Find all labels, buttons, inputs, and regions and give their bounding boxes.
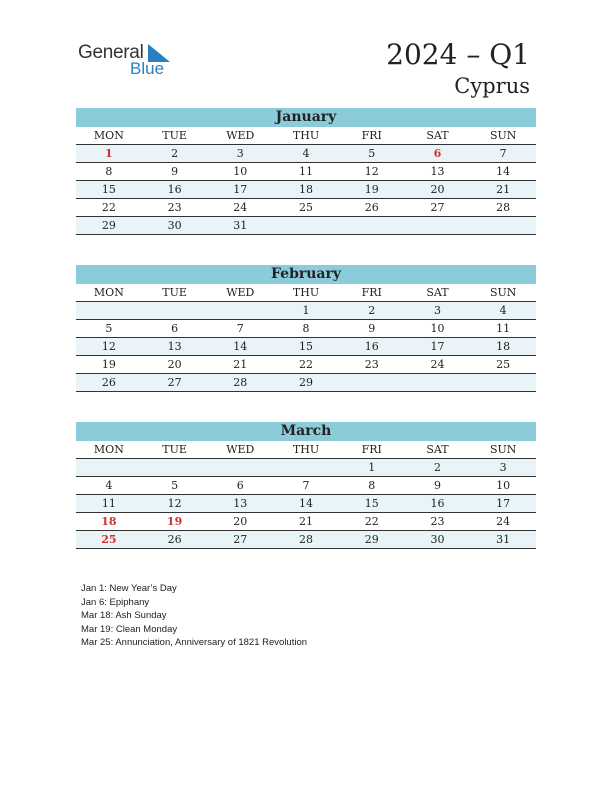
empty-day-cell bbox=[142, 302, 208, 319]
weekday-label: THU bbox=[292, 286, 320, 299]
day-cell: 24 bbox=[496, 515, 511, 528]
day-cell: 15 bbox=[364, 497, 379, 510]
day-cell: 10 bbox=[430, 322, 445, 335]
week-row bbox=[76, 338, 536, 356]
week-row bbox=[76, 181, 536, 199]
day-cell: 21 bbox=[299, 515, 314, 528]
day-cell: 6 bbox=[433, 147, 442, 160]
day-cell: 28 bbox=[496, 201, 511, 214]
day-cell: 25 bbox=[299, 201, 314, 214]
empty-day-cell bbox=[142, 459, 208, 476]
day-cell: 23 bbox=[430, 515, 445, 528]
day-cell: 8 bbox=[368, 479, 376, 492]
day-cell: 28 bbox=[299, 533, 314, 546]
day-cell: 20 bbox=[167, 358, 182, 371]
week-row bbox=[76, 217, 536, 235]
month-name: January bbox=[76, 108, 536, 127]
day-cell: 6 bbox=[171, 322, 179, 335]
empty-day-cell bbox=[470, 374, 536, 391]
day-cell: 22 bbox=[364, 515, 379, 528]
day-cell: 2 bbox=[171, 147, 179, 160]
day-cell: 13 bbox=[167, 340, 182, 353]
day-cell: 17 bbox=[496, 497, 511, 510]
day-cell: 14 bbox=[299, 497, 314, 510]
weekday-label: WED bbox=[226, 443, 255, 456]
empty-day-cell bbox=[76, 302, 142, 319]
month-february bbox=[76, 265, 536, 392]
weekday-label: TUE bbox=[162, 286, 187, 299]
day-cell: 3 bbox=[236, 147, 244, 160]
weekday-label: SAT bbox=[426, 443, 449, 456]
weekday-label: SAT bbox=[426, 129, 449, 142]
month-january bbox=[76, 108, 536, 235]
weekday-header-row bbox=[76, 441, 536, 459]
day-cell: 29 bbox=[364, 533, 379, 546]
day-cell: 3 bbox=[499, 461, 507, 474]
day-cell: 5 bbox=[171, 479, 179, 492]
weekday-label: TUE bbox=[162, 129, 187, 142]
day-cell: 25 bbox=[101, 533, 117, 546]
day-cell: 5 bbox=[105, 322, 113, 335]
day-cell: 18 bbox=[299, 183, 314, 196]
day-cell: 9 bbox=[433, 479, 441, 492]
day-cell: 10 bbox=[233, 165, 248, 178]
day-cell: 14 bbox=[233, 340, 248, 353]
day-cell: 20 bbox=[233, 515, 248, 528]
weekday-label: FRI bbox=[361, 286, 382, 299]
weekday-label: SUN bbox=[489, 443, 517, 456]
day-cell: 1 bbox=[105, 147, 113, 160]
empty-day-cell bbox=[207, 302, 273, 319]
holiday-note: Jan 6: Epiphany bbox=[81, 596, 150, 608]
day-cell: 7 bbox=[236, 322, 244, 335]
day-cell: 28 bbox=[233, 376, 248, 389]
day-cell: 31 bbox=[233, 219, 248, 232]
day-cell: 15 bbox=[299, 340, 314, 353]
weekday-label: WED bbox=[226, 286, 255, 299]
holiday-note: Mar 25: Annunciation, Anniversary of 1821 Revolution bbox=[81, 637, 308, 648]
week-row bbox=[76, 531, 536, 549]
holiday-notes bbox=[81, 582, 307, 650]
holiday-note: Mar 19: Clean Monday bbox=[81, 623, 178, 635]
logo-general-text: General bbox=[78, 42, 144, 63]
country-name: Cyprus bbox=[454, 74, 530, 98]
weekday-label: WED bbox=[226, 129, 255, 142]
weekday-label: SUN bbox=[489, 286, 517, 299]
empty-day-cell bbox=[339, 374, 405, 391]
day-cell: 26 bbox=[364, 201, 379, 214]
day-cell: 6 bbox=[236, 479, 244, 492]
day-cell: 12 bbox=[167, 497, 182, 510]
holiday-note: Mar 18: Ash Sunday bbox=[81, 610, 167, 621]
day-cell: 3 bbox=[433, 304, 441, 317]
month-name: March bbox=[76, 422, 536, 441]
weekday-label: SUN bbox=[489, 129, 517, 142]
week-row bbox=[76, 459, 536, 477]
day-cell: 22 bbox=[101, 201, 116, 214]
day-cell: 5 bbox=[368, 147, 376, 160]
day-cell: 16 bbox=[167, 183, 182, 196]
day-cell: 17 bbox=[430, 340, 445, 353]
day-cell: 2 bbox=[433, 461, 441, 474]
day-cell: 4 bbox=[105, 479, 113, 492]
empty-day-cell bbox=[273, 459, 339, 476]
day-cell: 19 bbox=[101, 358, 116, 371]
empty-day-cell bbox=[405, 217, 471, 234]
day-cell: 27 bbox=[233, 533, 248, 546]
day-cell: 15 bbox=[101, 183, 116, 196]
day-cell: 23 bbox=[364, 358, 379, 371]
day-cell: 20 bbox=[430, 183, 445, 196]
day-cell: 16 bbox=[364, 340, 379, 353]
weekday-label: MON bbox=[93, 286, 124, 299]
day-cell: 18 bbox=[101, 515, 117, 528]
week-row bbox=[76, 302, 536, 320]
day-cell: 30 bbox=[430, 533, 445, 546]
day-cell: 27 bbox=[430, 201, 445, 214]
day-cell: 29 bbox=[299, 376, 314, 389]
day-cell: 11 bbox=[496, 322, 511, 335]
day-cell: 22 bbox=[299, 358, 314, 371]
holiday-note: Jan 1: New Year’s Day bbox=[81, 583, 177, 594]
weekday-header-row bbox=[76, 284, 536, 302]
empty-day-cell bbox=[339, 217, 405, 234]
day-cell: 7 bbox=[302, 479, 310, 492]
day-cell: 26 bbox=[101, 376, 116, 389]
week-row bbox=[76, 145, 536, 163]
day-cell: 29 bbox=[101, 219, 116, 232]
weekday-label: FRI bbox=[361, 129, 382, 142]
month-march bbox=[76, 422, 536, 549]
day-cell: 19 bbox=[364, 183, 379, 196]
weekday-header-row bbox=[76, 127, 536, 145]
day-cell: 17 bbox=[233, 183, 248, 196]
weekday-label: THU bbox=[292, 129, 320, 142]
day-cell: 14 bbox=[496, 165, 511, 178]
day-cell: 11 bbox=[299, 165, 314, 178]
day-cell: 24 bbox=[430, 358, 445, 371]
day-cell: 21 bbox=[233, 358, 248, 371]
day-cell: 12 bbox=[364, 165, 379, 178]
day-cell: 8 bbox=[302, 322, 310, 335]
month-name: February bbox=[76, 265, 536, 284]
day-cell: 16 bbox=[430, 497, 445, 510]
empty-day-cell bbox=[76, 459, 142, 476]
week-row bbox=[76, 495, 536, 513]
week-row bbox=[76, 356, 536, 374]
day-cell: 30 bbox=[167, 219, 182, 232]
day-cell: 31 bbox=[496, 533, 511, 546]
day-cell: 7 bbox=[499, 147, 507, 160]
day-cell: 1 bbox=[368, 461, 376, 474]
week-row bbox=[76, 199, 536, 217]
week-row bbox=[76, 477, 536, 495]
day-cell: 19 bbox=[166, 515, 183, 528]
weekday-label: THU bbox=[292, 443, 320, 456]
day-cell: 2 bbox=[368, 304, 376, 317]
day-cell: 4 bbox=[499, 304, 507, 317]
day-cell: 9 bbox=[368, 322, 376, 335]
week-row bbox=[76, 513, 536, 531]
weekday-label: SAT bbox=[426, 286, 449, 299]
weekday-label: MON bbox=[93, 129, 124, 142]
day-cell: 24 bbox=[233, 201, 248, 214]
day-cell: 13 bbox=[233, 497, 248, 510]
empty-day-cell bbox=[405, 374, 471, 391]
week-row bbox=[76, 374, 536, 392]
weekday-label: FRI bbox=[361, 443, 382, 456]
day-cell: 23 bbox=[167, 201, 182, 214]
day-cell: 8 bbox=[105, 165, 113, 178]
day-cell: 13 bbox=[430, 165, 445, 178]
day-cell: 26 bbox=[167, 533, 182, 546]
day-cell: 11 bbox=[101, 497, 116, 510]
day-cell: 12 bbox=[101, 340, 116, 353]
day-cell: 18 bbox=[496, 340, 511, 353]
empty-day-cell bbox=[273, 217, 339, 234]
day-cell: 9 bbox=[171, 165, 179, 178]
page-title: 2024 – Q1 bbox=[386, 38, 530, 71]
empty-day-cell bbox=[207, 459, 273, 476]
empty-day-cell bbox=[470, 217, 536, 234]
day-cell: 4 bbox=[302, 147, 310, 160]
logo-blue-text: Blue bbox=[130, 59, 165, 78]
day-cell: 27 bbox=[167, 376, 182, 389]
logo bbox=[78, 42, 188, 80]
weekday-label: MON bbox=[93, 443, 124, 456]
day-cell: 1 bbox=[302, 304, 310, 317]
weekday-label: TUE bbox=[162, 443, 187, 456]
day-cell: 21 bbox=[496, 183, 511, 196]
week-row bbox=[76, 163, 536, 181]
week-row bbox=[76, 320, 536, 338]
day-cell: 10 bbox=[496, 479, 511, 492]
day-cell: 25 bbox=[496, 358, 511, 371]
